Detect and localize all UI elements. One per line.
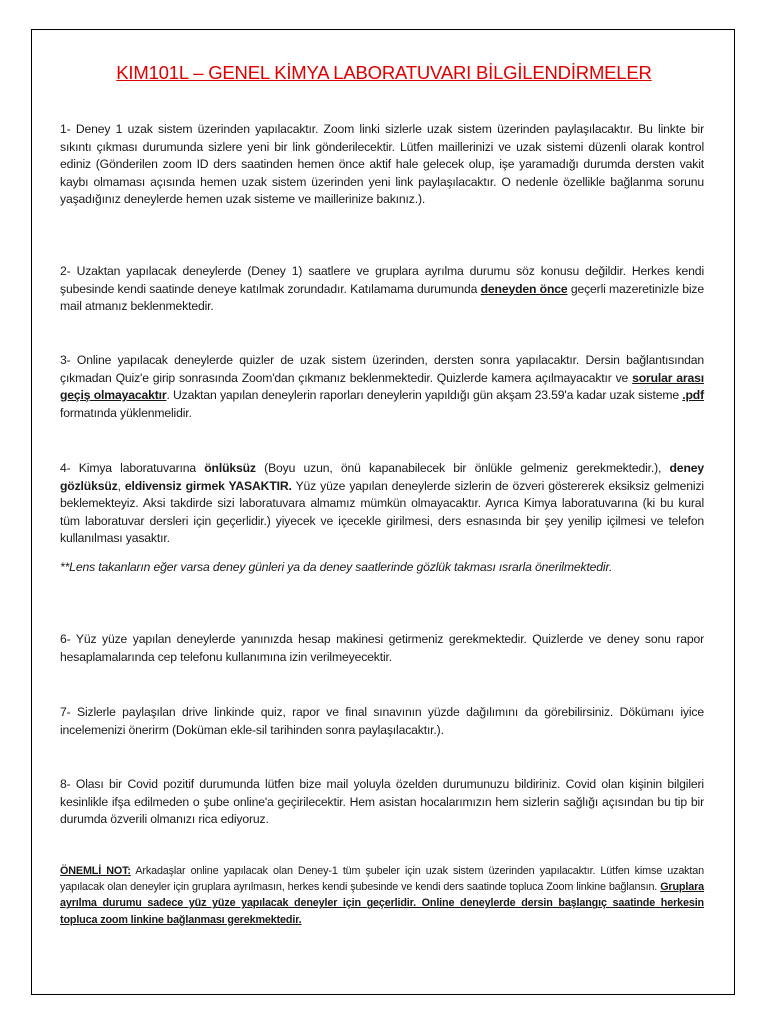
p4-text-g: Yüz yüze yapılan deneylerde sizlerin de özveri göstererek eksiksiz gelmenizi beklemekteyiz. Aksi takdirde sizi laboratuvara almamız mümkün olmayacaktır. Ayrıca Kimya laboratuvarına (ki bu kural tüm laboratuvar dersleri için geçerlidir.) yiyecek ve içecekle girilmesi, ders esnasında bir şey yenilip içilmesi ve telefon kullanılması yasaktır.	[60, 478, 704, 545]
document-title: KIM101L – GENEL KİMYA LABORATUVARI BİLGİLENDİRMELER	[116, 62, 652, 83]
paragraph-7: 7- Sizlerle paylaşılan drive linkinde quiz, rapor ve final sınavının yüzde dağılımını da görebilirsiniz. Dökümanı iyice incelemenizi önerirm (Doküman ekle-sil tarihinden sonra paylaşılacaktır.).	[60, 705, 704, 737]
p4-text-a: 4- Kimya laboratuvarına	[60, 461, 205, 475]
p2-text-a: 2- Uzaktan yapılacak deneylerde (Deney 1) saatlere ve gruplara ayrılma durumu söz konusu değildir. Herkes kendi şubesinde kendi saatinde deneye katılmak zorundadır. Katılamama durumunda	[60, 264, 704, 296]
paragraph-1: 1- Deney 1 uzak sistem üzerinden yapılacaktır. Zoom linki sizlerle uzak sistem üzerinden paylaşılacaktır. Bu linkte bir sıkıntı çıkması durumunda sizlere yeni bir link gönderilecektir. Lütfen maillerinizi ve uzak sistemi düzenli olarak kontrol ediniz (Gönderilen zoom ID ders saatinden hemen önce aktif hale gelecek olup, işe yaramadığı durumda dersten vakit kaybı olmaması açısında hemen uzak sistem üzerinden yeni link paylaşılacaktır. O nedenle özellikle bağlanma sorunu yaşadığınız deneylerde hemen uzak sisteme ve maillerinize bakınız.).	[60, 122, 704, 206]
paragraph-3	[60, 352, 704, 422]
paragraph-8: 8- Olası bir Covid pozitif durumunda lütfen bize mail yoluyla özelden durumunuzu bildiriniz. Covid olan kişinin bilgileri kesinlikle ifşa edilmeden o şube online'a geçirilecektir. Hem asistan hocalarımızın hem sizlerin sağlığı açısından bu tip bir durumda özverili olmanızı rica ediyoruz.	[60, 777, 704, 826]
p3-text-e: formatında yüklenmelidir.	[60, 405, 192, 420]
note-text-b: Gruplara ayrılma durumu sadece yüz yüze yapılacak deneyler için geçerlidir. Online deneylerde dersin başlangıç saatinde herkesin topluca zoom linkine bağlanması gerekmektedir.	[60, 881, 704, 926]
p3-pdf: .pdf	[682, 388, 704, 402]
p4-onluksuz: önlüksüz	[204, 461, 256, 475]
note-label: ÖNEMLİ NOT:	[60, 865, 131, 877]
p3-text-a: 3- Online yapılacak deneylerde quizler de uzak sistem üzerinden, dersten sonra yapılacaktır. Dersin bağlantısından çıkmadan Quiz'e girip sonrasında Zoom'dan çıkmanız beklenmektedir. Quizlerde kamera açılmayacaktır ve	[60, 353, 704, 385]
p2-deneyden-once: deneyden önce	[480, 281, 568, 296]
lens-note: **Lens takanların eğer varsa deney günleri ya da deney saatlerinde gözlük takması ısrarla önerilmektedir.	[60, 560, 613, 574]
p4-deney-gozluksuz: deney gözlüksüz	[60, 461, 704, 493]
paragraph-6: 6- Yüz yüze yapılan deneylerde yanınızda hesap makinesi getirmeniz gerekmektedir. Quizlerde ve deney sonu rapor hesaplamalarında cep telefonu kullanımına izin verilmeyecektir.	[60, 632, 704, 664]
p3-text-c: . Uzaktan yapılan deneylerin raporları deneylerin yapıldığı gün akşam 23.59'a kadar uzak sisteme	[166, 388, 683, 402]
important-note	[60, 863, 704, 928]
p4-yasaktir: eldivensiz girmek YASAKTIR.	[124, 478, 292, 493]
p4-text-c: (Boyu uzun, önü kapanabilecek bir önlükle gelmeniz gerekmektedir.),	[255, 461, 670, 475]
paragraph-2	[60, 263, 704, 316]
p4-text-e: ,	[117, 478, 125, 493]
p3-sorular-arasi: sorular arası geçiş olmayacaktır	[60, 370, 705, 402]
paragraph-4	[60, 460, 704, 548]
p2-text-c: geçerli mazeretinizle bize mail atmanız beklenmektedir.	[60, 281, 704, 313]
note-text-a: Arkadaşlar online yapılacak olan Deney-1 tüm şubeler için uzak sistem üzerinden yapılacaktır. Lütfen kimse uzaktan yapılacak olan deneyler için gruplara ayrılmasın, herkes kendi şubesinde ve kendi ders saatinde topluca Zoom linkine bağlansın.	[60, 865, 704, 894]
